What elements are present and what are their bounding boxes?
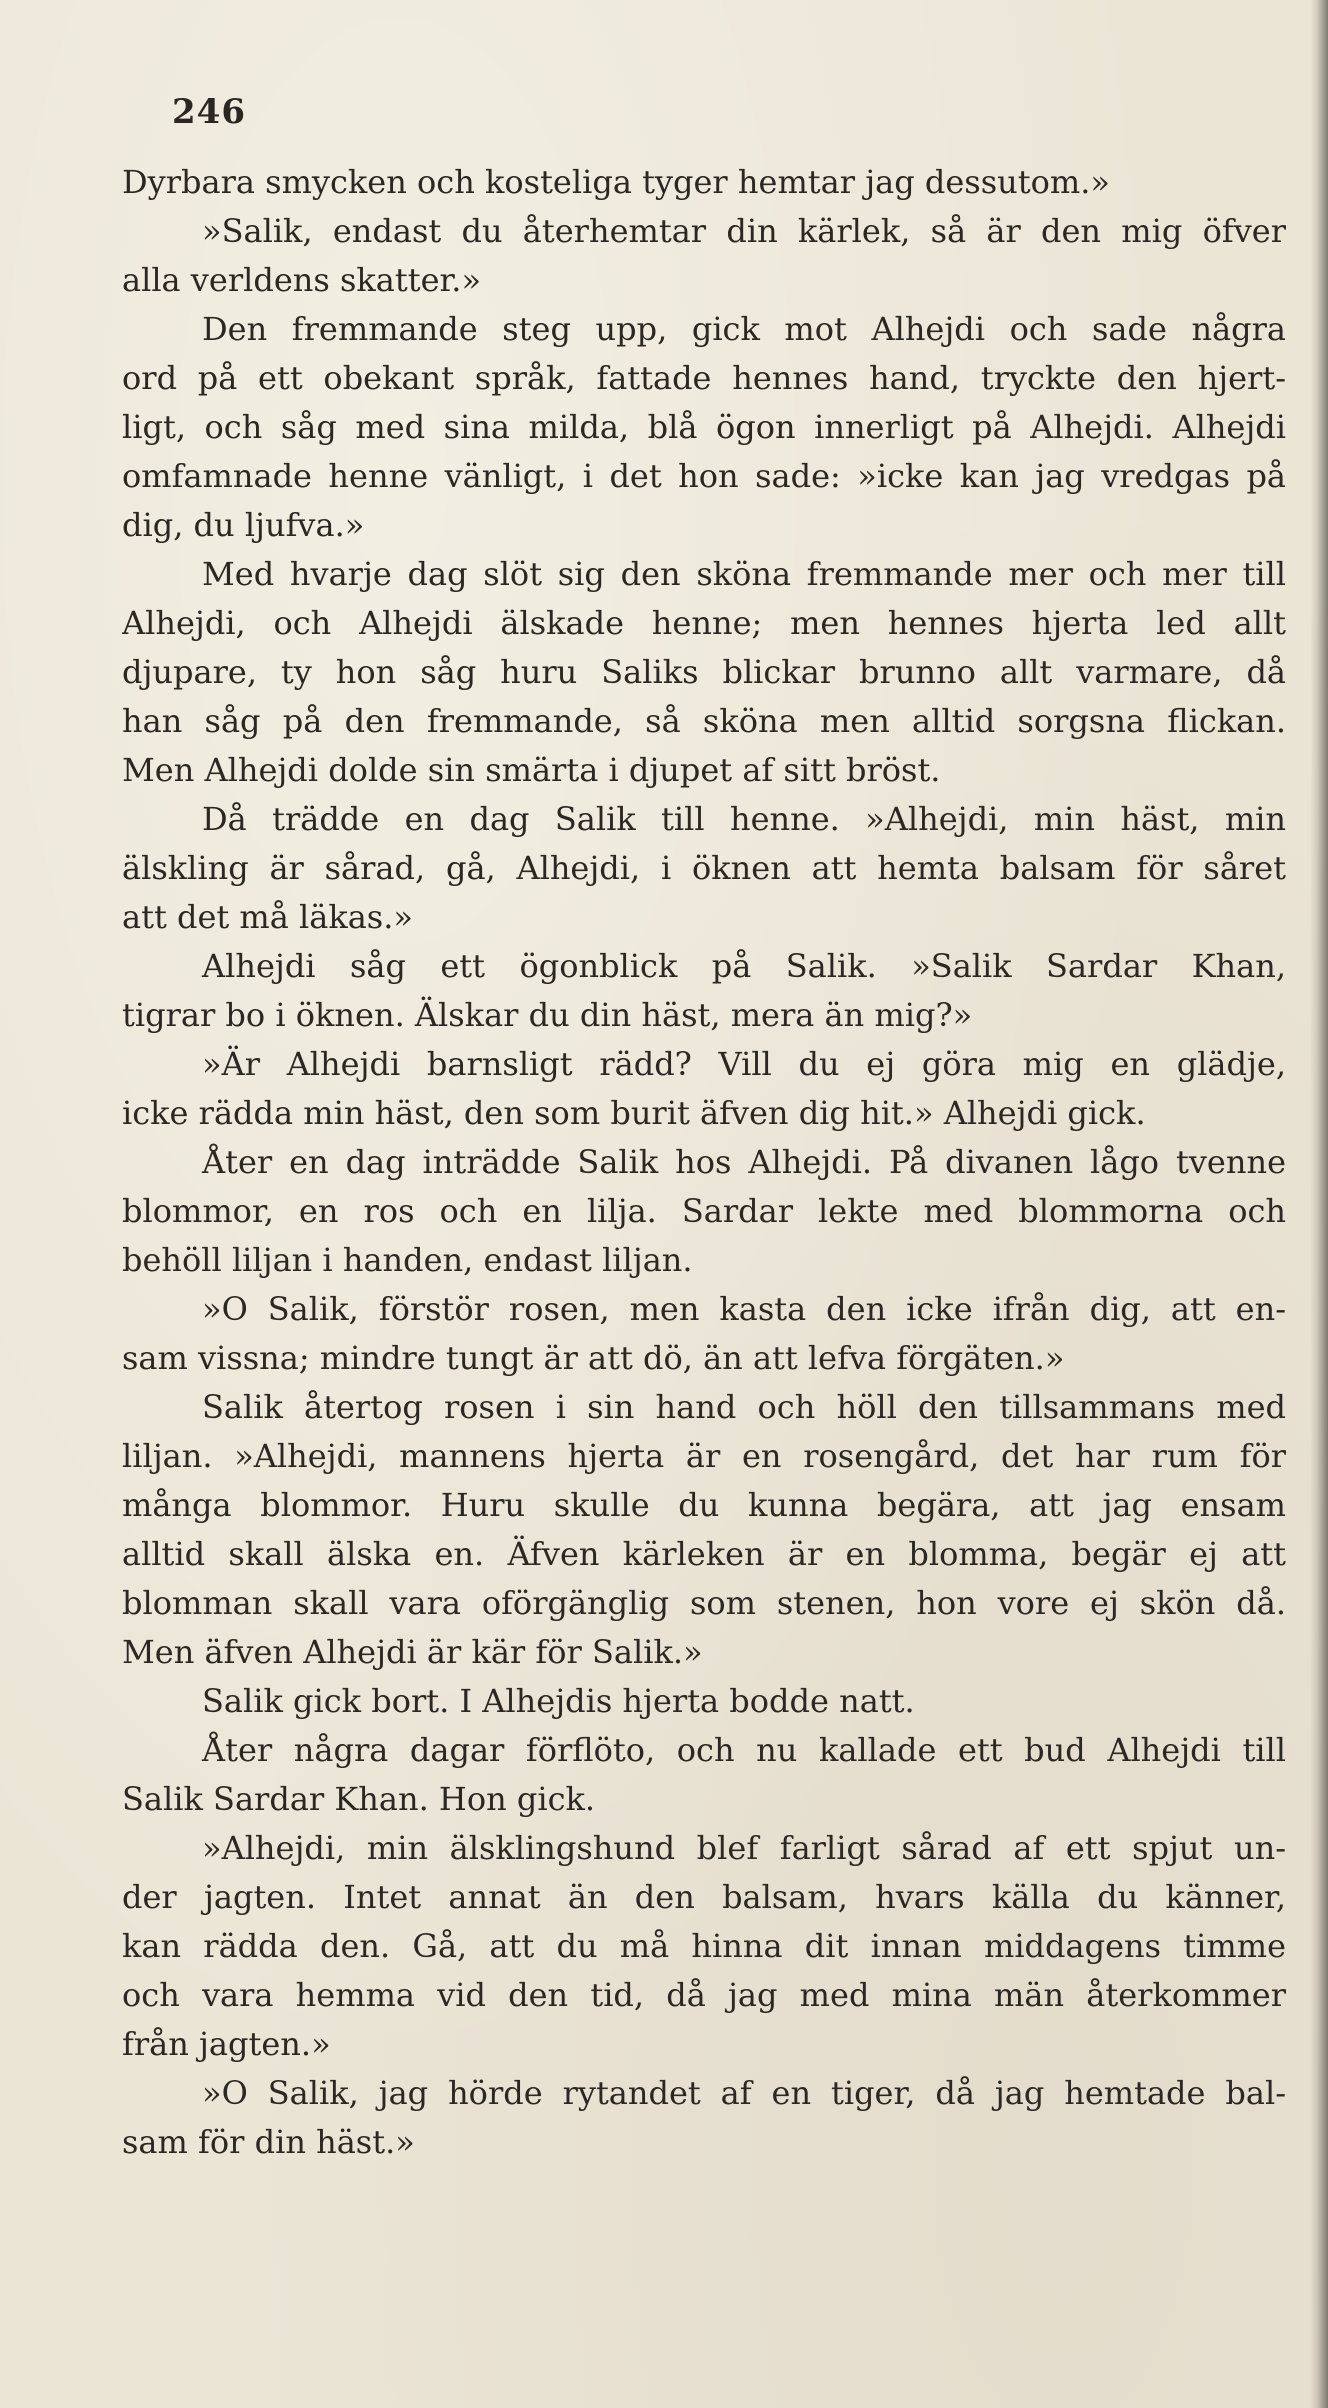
text-line: och vara hemma vid den tid, då jag med mina män återkommer <box>122 1976 1286 2014</box>
text-line: blommor, en ros och en lilja. Sardar lekte med blommorna och <box>122 1192 1286 1230</box>
text-line: Salik Sardar Khan. Hon gick. <box>122 1780 596 1818</box>
text-line: Åter några dagar förflöto, och nu kallade ett bud Alhejdi till <box>202 1731 1286 1769</box>
text-line: blomman skall vara oförgänglig som stenen, hon vore ej skön då. <box>122 1584 1286 1622</box>
text-line: han såg på den fremmande, så sköna men alltid sorgsna flickan. <box>122 702 1286 740</box>
text-line: från jagten.» <box>122 2025 331 2063</box>
text-line: alltid skall älska en. Äfven kärleken är en blomma, begär ej att <box>122 1535 1286 1573</box>
text-line: liljan. »Alhejdi, mannens hjerta är en rosengård, det har rum för <box>122 1437 1286 1475</box>
text-line: der jagten. Intet annat än den balsam, hvars källa du känner, <box>122 1878 1286 1916</box>
text-line: Men äfven Alhejdi är kär för Salik.» <box>122 1633 703 1671</box>
text-line: »O Salik, jag hörde rytandet af en tiger, då jag hemtade bal- <box>202 2074 1286 2112</box>
text-line: kan rädda den. Gå, att du må hinna dit innan middagens timme <box>122 1927 1286 1965</box>
text-line: ligt, och såg med sina milda, blå ögon innerligt på Alhejdi. Alhejdi <box>122 408 1286 446</box>
text-line: Då trädde en dag Salik till henne. »Alhejdi, min häst, min <box>202 800 1286 838</box>
text-line: »Alhejdi, min älsklingshund blef farligt sårad af ett spjut un- <box>202 1829 1286 1867</box>
text-line: att det må läkas.» <box>122 898 413 936</box>
body-text <box>122 158 1286 2167</box>
text-line: djupare, ty hon såg huru Saliks blickar brunno allt varmare, då <box>122 653 1286 691</box>
page-edge-shadow <box>1310 0 1328 2408</box>
text-line: ord på ett obekant språk, fattade hennes hand, tryckte den hjert- <box>122 359 1286 397</box>
text-line: »Salik, endast du återhemtar din kärlek, så är den mig öfver <box>202 212 1286 250</box>
page-number: 246 <box>172 92 246 132</box>
text-line: Salik återtog rosen i sin hand och höll den tillsammans med <box>202 1388 1286 1426</box>
text-line: älskling är sårad, gå, Alhejdi, i öknen att hemta balsam för såret <box>122 849 1286 887</box>
text-line: Men Alhejdi dolde sin smärta i djupet af sitt bröst. <box>122 751 941 789</box>
text-line: »O Salik, förstör rosen, men kasta den icke ifrån dig, att en- <box>202 1290 1286 1328</box>
text-line: icke rädda min häst, den som burit äfven dig hit.» Alhejdi gick. <box>122 1094 1146 1132</box>
text-line: sam för din häst.» <box>122 2123 415 2161</box>
text-line: sam vissna; mindre tungt är att dö, än att lefva förgäten.» <box>122 1339 1065 1377</box>
text-line: Alhejdi såg ett ögonblick på Salik. »Salik Sardar Khan, <box>202 947 1286 985</box>
text-line: »Är Alhejdi barnsligt rädd? Vill du ej göra mig en glädje, <box>202 1045 1286 1083</box>
text-line: Den fremmande steg upp, gick mot Alhejdi och sade några <box>202 310 1286 348</box>
text-line: tigrar bo i öknen. Älskar du din häst, mera än mig?» <box>122 996 973 1034</box>
text-line: Åter en dag inträdde Salik hos Alhejdi. På divanen lågo tvenne <box>202 1143 1286 1181</box>
text-line: Salik gick bort. I Alhejdis hjerta bodde natt. <box>202 1682 915 1720</box>
text-line: behöll liljan i handen, endast liljan. <box>122 1241 693 1279</box>
text-line: Med hvarje dag slöt sig den sköna fremmande mer och mer till <box>202 555 1286 593</box>
text-line: omfamnade henne vänligt, i det hon sade: »icke kan jag vredgas på <box>122 457 1286 495</box>
text-line: dig, du ljufva.» <box>122 506 365 544</box>
text-line: många blommor. Huru skulle du kunna begära, att jag ensam <box>122 1486 1286 1524</box>
text-line: alla verldens skatter.» <box>122 261 482 299</box>
text-line: Dyrbara smycken och kosteliga tyger hemtar jag dessutom.» <box>122 163 1110 201</box>
text-line: Alhejdi, och Alhejdi älskade henne; men hennes hjerta led allt <box>122 604 1286 642</box>
